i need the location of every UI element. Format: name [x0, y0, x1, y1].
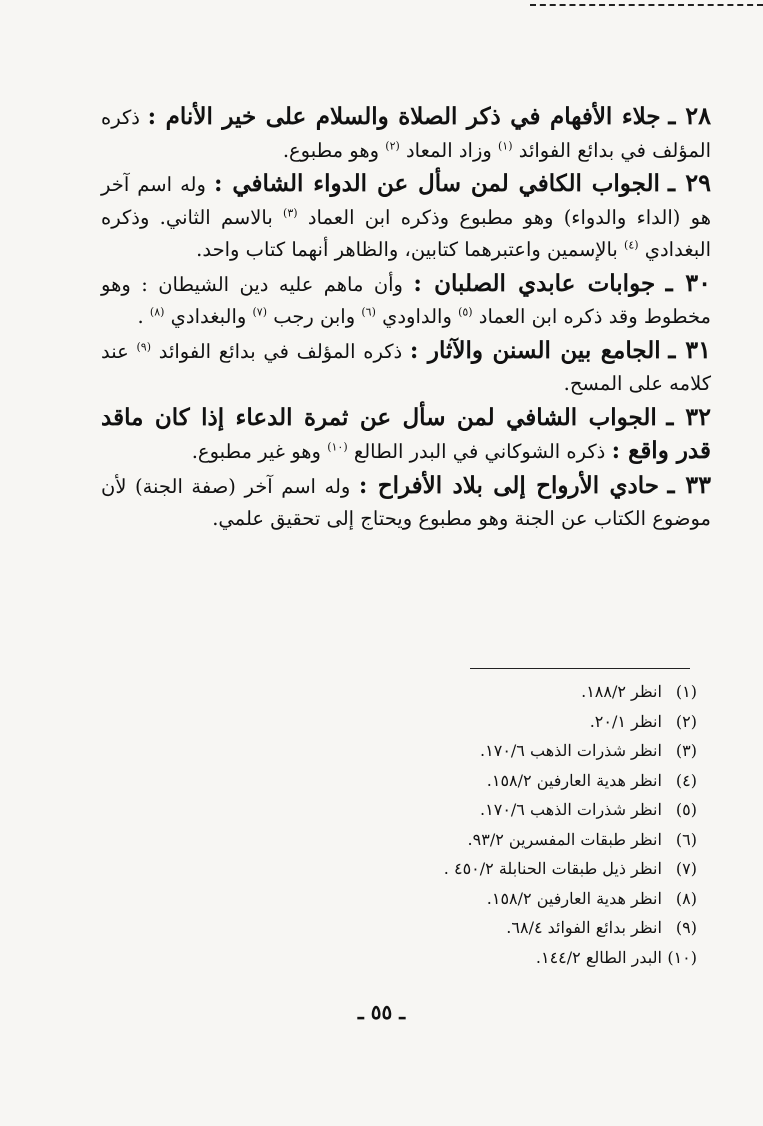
entry-number: ٢٩ ـ — [667, 168, 711, 197]
entry-number: ٢٨ ـ — [668, 101, 712, 130]
footnote-ref: (٤) — [624, 238, 639, 252]
entry-text: بالاسم الثاني. وذكره البغدادي — [101, 205, 711, 261]
entry-31 — [101, 334, 711, 401]
entry-text: ذكره المؤلف في بدائع الفوائد — [158, 339, 403, 363]
footnote-ref: (٥) — [458, 305, 473, 319]
footnote-ref: (٩) — [136, 340, 151, 353]
entry-text: وله اسم آخر (صفة الجنة) لأن موضوع الكتاب عن الجنة وهو مطبوع ويحتاج إلى تحقيق علمي. — [101, 474, 711, 530]
footnote-mark: (١٠) — [667, 947, 697, 967]
entry-text: ذكره المؤلف في بدائع الفوائد — [101, 106, 711, 162]
footnote-ref: (١٠) — [327, 440, 348, 454]
footnote — [277, 913, 697, 943]
entry-text: وابن رجب — [273, 305, 356, 328]
entry-text: ذكره الشوكاني في البدر الطالع — [353, 440, 606, 463]
entry-title: حادي الأرواح إلى بلاد الأفراح : — [358, 471, 659, 499]
entry-32 — [101, 401, 711, 469]
entry-text: وزاد المعاد — [405, 138, 492, 162]
footnote — [277, 795, 697, 825]
entry-text: والبغدادي — [170, 305, 247, 328]
entry-number: ٣٠ ـ — [665, 267, 712, 297]
footnote-mark: (٧) — [675, 859, 697, 878]
entry-28 — [101, 100, 711, 167]
footnote-ref: (٣) — [283, 206, 298, 219]
footnotes-list — [277, 677, 697, 972]
entry-text: وله اسم آخر هو (الداء والدواء) وهو مطبوع وذكره ابن العماد — [101, 173, 712, 229]
footnote-ref: (٧) — [252, 305, 268, 319]
footnote-separator — [470, 668, 690, 669]
footnote-mark: (٢) — [675, 711, 697, 731]
footnote-ref: (٨) — [149, 305, 165, 319]
entry-title: الجواب الكافي لمن سأل عن الدواء الشافي : — [213, 170, 660, 197]
entry-29 — [101, 167, 711, 267]
footnote-ref: (١) — [498, 139, 513, 152]
footnote-text: انظر شذرات الذهب ١٧٠/٦. — [480, 800, 662, 819]
entry-number: ٣٣ ـ — [667, 469, 711, 499]
footnote — [277, 736, 697, 766]
footnote-text: انظر ذيل طبقات الحنابلة ٤٥٠/٢ . — [443, 859, 662, 878]
entry-text: عند كلامه على المسح. — [101, 339, 711, 395]
entries-list — [101, 100, 711, 536]
footnote-text: انظر طبقات المفسرين ٩٣/٢. — [467, 829, 662, 849]
entry-30 — [101, 267, 711, 334]
footnote — [277, 825, 697, 855]
footnote-mark: (٤) — [675, 770, 697, 790]
footnote — [277, 854, 697, 884]
entry-text: بالإسمين واعتبرهما كتابين، والظاهر أنهما كتاب واحد. — [196, 238, 618, 261]
entry-33 — [101, 469, 711, 536]
footnote-mark: (٩) — [675, 918, 697, 937]
footnote-text: انظر شذرات الذهب ١٧٠/٦. — [480, 741, 662, 760]
footnote-mark: (١) — [675, 682, 697, 701]
footnote-mark: (٣) — [675, 741, 697, 760]
footnote-mark: (٥) — [675, 800, 697, 819]
footnote-text: انظر هدية العارفين ١٥٨/٢. — [486, 888, 662, 908]
entry-number: ٣٢ ـ — [666, 401, 712, 431]
entry-number: ٣١ ـ — [668, 334, 712, 364]
footnote-text: انظر ٢٠/١. — [589, 711, 662, 731]
entry-text: وهو مطبوع. — [282, 138, 380, 162]
entry-title: جوابات عابدي الصلبان : — [413, 269, 656, 297]
footnote-mark: (٨) — [675, 888, 697, 908]
entry-text: وهو غير مطبوع. — [191, 440, 321, 463]
entry-title: الجواب الشافي لمن سأل عن ثمرة الدعاء إذا كان ماقد قدر واقع : — [101, 403, 711, 464]
footnote-text: انظر ١٨٨/٢. — [581, 682, 662, 701]
footnote — [277, 766, 697, 796]
entry-text: وأن ماهم عليه دين الشيطان : وهو مخطوط وقد ذكره ابن العماد — [101, 272, 711, 328]
footnote-text: انظر بدائع الفوائد ٦٨/٤. — [506, 918, 662, 937]
footnote-mark: (٦) — [675, 829, 697, 849]
footnote — [277, 943, 697, 973]
footnote-ref: (٢) — [385, 139, 400, 152]
entry-text: والداودي — [382, 305, 452, 328]
footnote-ref: (٦) — [361, 305, 376, 319]
page-number: ـ ٥٥ ـ — [357, 1000, 406, 1024]
entry-text: . — [137, 305, 144, 328]
footnote — [277, 707, 697, 737]
top-edge-line — [530, 4, 763, 6]
entry-title: الجامع بين السنن والآثار : — [409, 336, 661, 364]
footnote — [277, 677, 697, 707]
footnote — [277, 884, 697, 914]
footnote-text: البدر الطالع ١٤٤/٢. — [535, 947, 662, 967]
footnote-text: انظر هدية العارفين ١٥٨/٢. — [486, 770, 662, 790]
entry-title: جلاء الأفهام في ذكر الصلاة والسلام على خير الأنام : — [147, 103, 661, 130]
